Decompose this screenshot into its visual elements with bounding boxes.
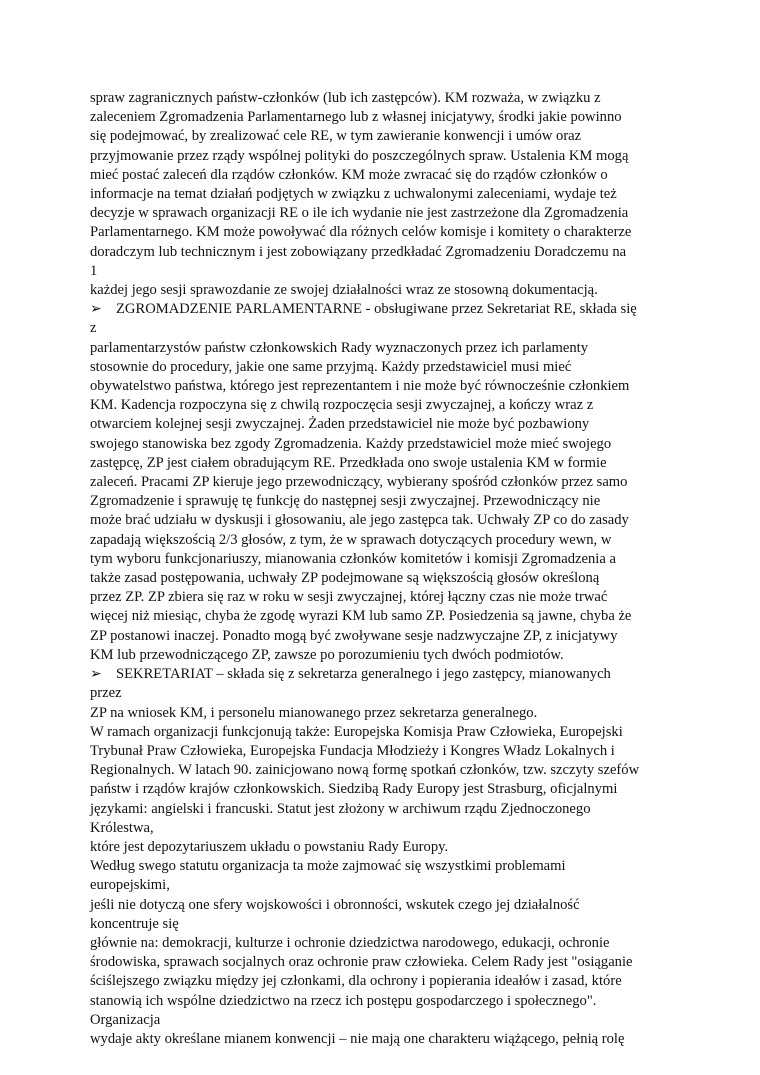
section-heading-sekretariat xyxy=(90,665,690,684)
text-line: z xyxy=(90,320,97,337)
text-line: zastępcę, ZP jest ciałem obradującym RE. Przedkłada ono swoje ustalenia KM w formie xyxy=(90,454,607,471)
text-line: mieć postać zaleceń dla rządów członków. KM może zwracać się do rządów członków o xyxy=(90,166,608,183)
text-line: KM lub przewodniczącego ZP, zawsze po porozumieniu tych dwóch podmiotów. xyxy=(90,646,564,663)
text-line: doradczym lub technicznym i jest zobowiązany przedkładać Zgromadzeniu Doradczemu na xyxy=(90,243,627,260)
text-line: Parlamentarnego. KM może powoływać dla różnych celów komisje i komitety o charakterze xyxy=(90,224,632,241)
text-line: Trybunał Praw Człowieka, Europejska Fundacja Młodzieży i Kongres Władz Lokalnych i xyxy=(90,742,615,759)
text-line: stosownie do procedury, jakie one same przyjmą. Każdy przedstawiciel musi mieć xyxy=(90,358,572,375)
text-line: wydaje akty określane mianem konwencji – nie mają one charakteru wiążącego, pełnią rolę xyxy=(90,1030,625,1047)
text-line: koncentruje się xyxy=(90,915,179,932)
text-line: także zasad postępowania, uchwały ZP podejmowane są większością głosów określoną xyxy=(90,570,600,587)
text-line: ZP postanowi inaczej. Ponadto mogą być zwoływane sesje nadzwyczajne ZP, z inicjatywy xyxy=(90,627,618,644)
text-line: ZP na wniosek KM, i personelu mianowanego przez sekretarza generalnego. xyxy=(90,704,538,721)
text-line: jeśli nie dotyczą one sfery wojskowości i obronności, wskutek czego jej działalność xyxy=(90,896,580,913)
text-line: Królestwa, xyxy=(90,819,154,836)
text-line: przez xyxy=(90,685,122,702)
section-heading-text: SEKRETARIAT – składa się z sekretarza generalnego i jego zastępcy, mianowanych xyxy=(116,666,611,683)
text-line: decyzje w sprawach organizacji RE o ile ich wydanie nie jest zastrzeżone dla Zgromadzenia xyxy=(90,205,629,222)
text-line: językami: angielski i francuski. Statut jest złożony w archiwum rządu Zjednoczonego xyxy=(90,800,591,817)
arrow-bullet-icon: ➢ xyxy=(90,666,102,683)
text-line: stanowią ich wspólne dziedzictwo na rzecz ich postępu gospodarczego i społecznego". xyxy=(90,992,597,1009)
text-line: państw i rządów krajów członkowskich. Siedzibą Rady Europy jest Strasburg, oficjalnymi xyxy=(90,781,618,798)
text-line: więcej niż miesiąc, chyba że zgodę wyrazi KM lub samo ZP. Posiedzenia są jawne, chyba że xyxy=(90,608,632,625)
text-line: zaleceniem Zgromadzenia Parlamentarnego lub z własnej inicjatywy, środki jakie powinno xyxy=(90,109,622,126)
text-line: spraw zagranicznych państw-członków (lub ich zastępców). KM rozważa, w związku z xyxy=(90,90,601,106)
text-line: europejskimi, xyxy=(90,877,170,894)
section-heading-zgromadzenie xyxy=(90,300,690,319)
text-line: swojego stanowiska bez zgody Zgromadzenia. Każdy przedstawiciel może mieć swojego xyxy=(90,435,612,452)
text-line: obywatelstwo państwa, którego jest reprezentantem i nie może być równocześnie członkiem xyxy=(90,378,630,395)
section-heading-text: ZGROMADZENIE PARLAMENTARNE - obsługiwane przez Sekretariat RE, składa się xyxy=(116,301,637,318)
text-line: Regionalnych. W latach 90. zainicjowano nową formę spotkań członków, tzw. szczyty szefów xyxy=(90,762,640,779)
text-line: parlamentarzystów państw członkowskich Rady wyznaczonych przez ich parlamenty xyxy=(90,339,589,356)
text-line: głównie na: demokracji, kulturze i ochronie dziedzictwa narodowego, edukacji, ochronie xyxy=(90,934,610,951)
text-line: każdej jego sesji sprawozdanie ze swojej działalności wraz ze stosowną dokumentacją. xyxy=(90,282,598,299)
text-line: W ramach organizacji funkcjonują także: Europejska Komisja Praw Człowieka, Europejski xyxy=(90,723,623,740)
text-line: informacje na temat działań podjętych w związku z uchwalonymi zaleceniami, wydaje też xyxy=(90,186,617,203)
arrow-bullet-icon: ➢ xyxy=(90,301,102,318)
text-line: Organizacja xyxy=(90,1011,161,1028)
text-line: ściślejszego związku między jej członkami, dla ochrony i popierania ideałów i zasad, które xyxy=(90,973,622,990)
text-line: otwarciem kolejnej sesji zwyczajnej. Żaden przedstawiciel nie może być pozbawiony xyxy=(90,416,590,433)
text-line: może brać udziału w dyskusji i głosowaniu, ale jego zastępca tak. Uchwały ZP co do zasady xyxy=(90,512,629,529)
text-line: które jest depozytariuszem układu o powstaniu Rady Europy. xyxy=(90,838,449,855)
text-line: przez ZP. ZP zbiera się raz w roku w sesji zwyczajnej, której łączny czas nie może trwać xyxy=(90,589,608,606)
text-line: przyjmowanie przez rządy wspólnej polityki do poszczególnych spraw. Ustalenia KM mogą xyxy=(90,147,629,164)
text-line: zaleceń. Pracami ZP kieruje jego przewodniczący, wybierany spośród członków przez samo xyxy=(90,474,628,491)
text-line: się podejmować, by zrealizować cele RE, w tym zawieranie konwencji i umów oraz xyxy=(90,128,582,145)
text-line: Według swego statutu organizacja ta może zajmować się wszystkimi problemami xyxy=(90,858,566,875)
page-number: 1 xyxy=(90,262,98,279)
text-line: KM. Kadencja rozpoczyna się z chwilą rozpoczęcia sesji zwyczajnej, a kończy wraz z xyxy=(90,397,594,414)
document-body xyxy=(90,89,690,1049)
text-line: zapadają większością 2/3 głosów, z tym, że w sprawach dotyczących procedury wewn, w xyxy=(90,531,612,548)
text-line: Zgromadzenie i sprawuję tę funkcję do następnej sesji zwyczajnej. Przewodniczący nie xyxy=(90,493,601,510)
text-line: tym wyboru funkcjonariuszy, mianowania członków komitetów i komisji Zgromadzenia a xyxy=(90,550,616,567)
text-line: środowiska, sprawach socjalnych oraz ochronie praw człowieka. Celem Rady jest "osiąganie xyxy=(90,954,633,971)
